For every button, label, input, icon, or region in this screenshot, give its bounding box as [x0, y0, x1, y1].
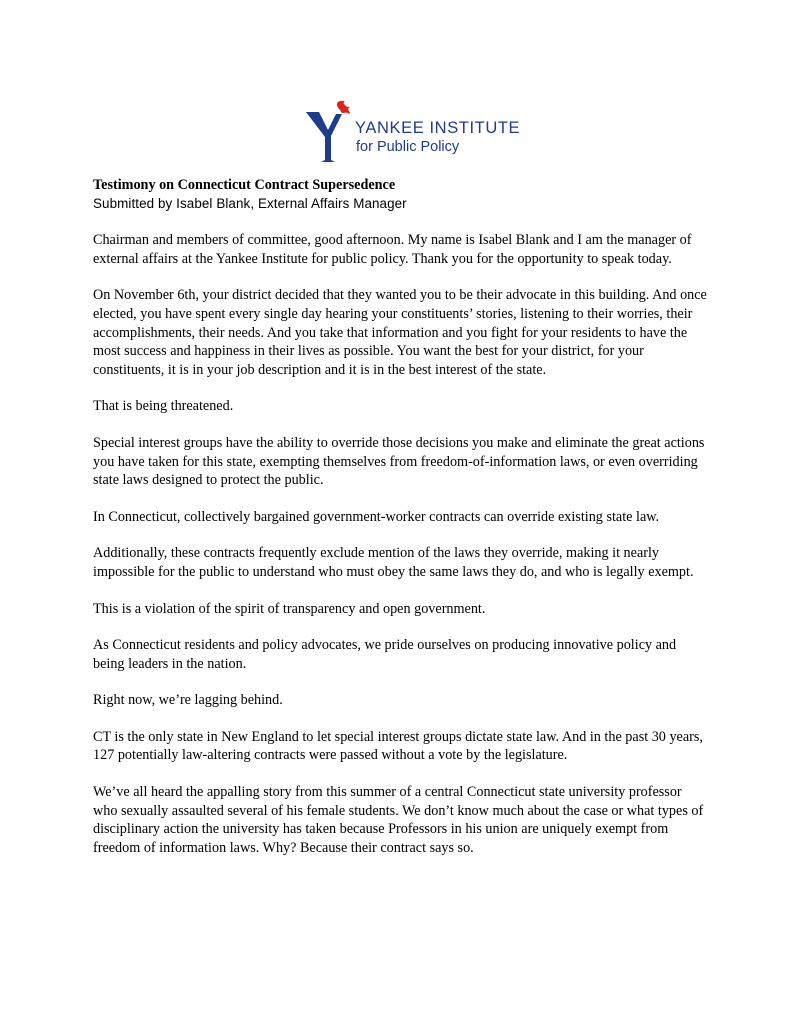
paragraph-2: On November 6th, your district decided that they wanted you to be their advocate in this building. And once elected, you have spent every single day hearing your constituents’ stories, listening to their worries, their accomplishments, their needs. And you take that information and you fight for your residents to have the most success and happiness in their lives as possible. You want the best for your district, for your constituents, it is in your job description and it is in the best interest of the state.: [93, 287, 707, 378]
paragraph-8: As Connecticut residents and policy advocates, we pride ourselves on producing innovative policy and being leaders in the nation.: [93, 637, 677, 672]
paragraph-6: Additionally, these contracts frequently exclude mention of the laws they override, making it nearly impossible for the public to understand who must obey the same laws they do, and who is legally exempt.: [93, 545, 694, 580]
document-title: Testimony on Connecticut Contract Supersedence: [93, 177, 396, 193]
paragraph-10: CT is the only state in New England to let special interest groups dictate state law. And in the past 30 years, 127 potentially law-altering contracts were passed without a vote by the legislature.: [93, 728, 703, 764]
logo-title: YANKEE INSTITUTE: [355, 119, 521, 137]
paragraph-7: This is a violation of the spirit of transparency and open government.: [93, 600, 486, 617]
paragraph-3: That is being threatened.: [93, 398, 234, 415]
paragraph-1: Chairman and members of committee, good afternoon. My name is Isabel Blank and I am the manager of external affairs at the Yankee Institute for public policy. Thank you for the opportunity to speak today.: [93, 232, 692, 267]
paragraph-4: Special interest groups have the ability to override those decisions you make and eliminate the great actions you have taken for this state, exempting themselves from freedom-of-information laws, or even overriding state laws designed to protect the public.: [93, 434, 705, 489]
document-subtitle: Submitted by Isabel Blank, External Affairs Manager: [93, 195, 407, 211]
paragraph-11: We’ve all heard the appalling story from this summer of a central Connecticut state university professor who sexually assaulted several of his female students. We don’t know much about the case or what types of disciplinary action the university has taken because Professors in his union are uniquely exempt from freedom of information laws. Why? Because their contract says so.: [93, 784, 704, 856]
yankee-institute-logo: [304, 100, 521, 170]
paragraph-9: Right now, we’re lagging behind.: [93, 692, 283, 709]
logo-subtitle: for Public Policy: [356, 139, 460, 155]
testimony-document: [93, 176, 709, 875]
paragraph-5: In Connecticut, collectively bargained government-worker contracts can override existing state law.: [93, 508, 660, 525]
